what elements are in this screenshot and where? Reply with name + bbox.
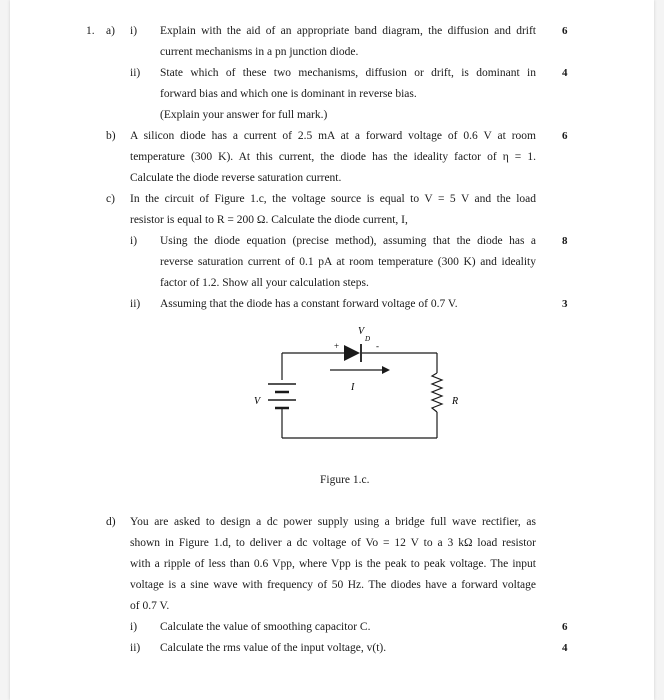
part-c-line-2: resistor is equal to R = 200 Ω. Calculate the diode current, I,	[130, 214, 408, 226]
diode-symbol	[344, 344, 361, 362]
part-d-ii-text: Calculate the rms value of the input voltage, v(t).	[160, 642, 387, 654]
part-b-label: b)	[106, 130, 116, 142]
part-c-ii-line-1: Assuming that the diode has a constant forward voltage of 0.7 V.	[160, 298, 458, 310]
part-d-i-text: Calculate the value of smoothing capacitor C.	[160, 621, 371, 633]
minus-sign: -	[376, 341, 379, 351]
part-c-ii-marks: 3	[562, 298, 568, 310]
part-b-line-3: Calculate the diode reverse saturation current.	[130, 172, 342, 184]
part-c-line-1: In the circuit of Figure 1.c, the voltage source is equal to V = 5 V and the load	[130, 193, 536, 205]
part-d-label: d)	[106, 516, 116, 528]
part-d-line-1: You are asked to design a dc power supply using a bridge full wave rectifier, as	[130, 516, 536, 528]
plus-sign: +	[334, 341, 340, 351]
current-arrow-icon	[382, 366, 390, 374]
part-c-label: c)	[106, 193, 115, 205]
part-d-line-3: with a ripple of less than 0.6 Vpp, where Vpp is the peak to peak voltage. The input	[130, 558, 536, 570]
source-label: V	[254, 396, 261, 407]
part-a-i-marks: 6	[562, 25, 568, 37]
part-a-ii-marks: 4	[562, 67, 568, 79]
part-a-ii-line-2: forward bias and which one is dominant in reverse bias.	[160, 88, 417, 100]
circuit-diagram	[10, 0, 654, 700]
part-d-line-4: voltage is a sine wave with frequency of 50 Hz. The diodes have a forward voltage	[130, 579, 536, 591]
part-a-i-line-2: current mechanisms in a pn junction diode.	[160, 46, 359, 58]
part-c-i-line-2: reverse saturation current of 0.1 pA at room temperature (300 K) and ideality	[160, 256, 536, 268]
part-a-ii-line-3: (Explain your answer for full mark.)	[160, 109, 328, 121]
current-label: I	[351, 382, 355, 393]
part-c-ii-label: ii)	[130, 298, 141, 310]
part-c-i-label: i)	[130, 235, 138, 247]
part-b-line-2: temperature (300 K). At this current, the diode has the ideality factor of η = 1.	[130, 151, 536, 163]
question-page	[10, 0, 654, 700]
vd-label: V	[358, 326, 365, 337]
part-d-i-label: i)	[130, 621, 138, 633]
battery-symbol	[268, 384, 296, 408]
resistor-label: R	[452, 396, 459, 407]
part-a-label: a)	[106, 25, 115, 37]
vd-subscript: D	[365, 335, 371, 343]
part-d-line-2: shown in Figure 1.d, to deliver a dc voltage of Vo = 12 V to a 3 kΩ load resistor	[130, 537, 536, 549]
part-a-ii-line-1: State which of these two mechanisms, diffusion or drift, is dominant in	[160, 67, 536, 79]
figure-caption: Figure 1.c.	[320, 474, 370, 486]
question-number: 1.	[86, 25, 95, 37]
part-a-i-label: i)	[130, 25, 138, 37]
part-b-line-1: A silicon diode has a current of 2.5 mA at a forward voltage of 0.6 V at room	[130, 130, 536, 142]
part-c-i-line-1: Using the diode equation (precise method), assuming that the diode has a	[160, 235, 536, 247]
part-a-i-line-1: Explain with the aid of an appropriate band diagram, the diffusion and drift	[160, 25, 536, 37]
part-b-marks: 6	[562, 130, 568, 142]
part-d-ii-label: ii)	[130, 642, 141, 654]
part-d-i-marks: 6	[562, 621, 568, 633]
part-d-line-5: of 0.7 V.	[130, 600, 170, 612]
part-c-i-line-3: factor of 1.2. Show all your calculation steps.	[160, 277, 369, 289]
part-a-ii-label: ii)	[130, 67, 141, 79]
part-d-ii-marks: 4	[562, 642, 568, 654]
part-c-i-marks: 8	[562, 235, 568, 247]
